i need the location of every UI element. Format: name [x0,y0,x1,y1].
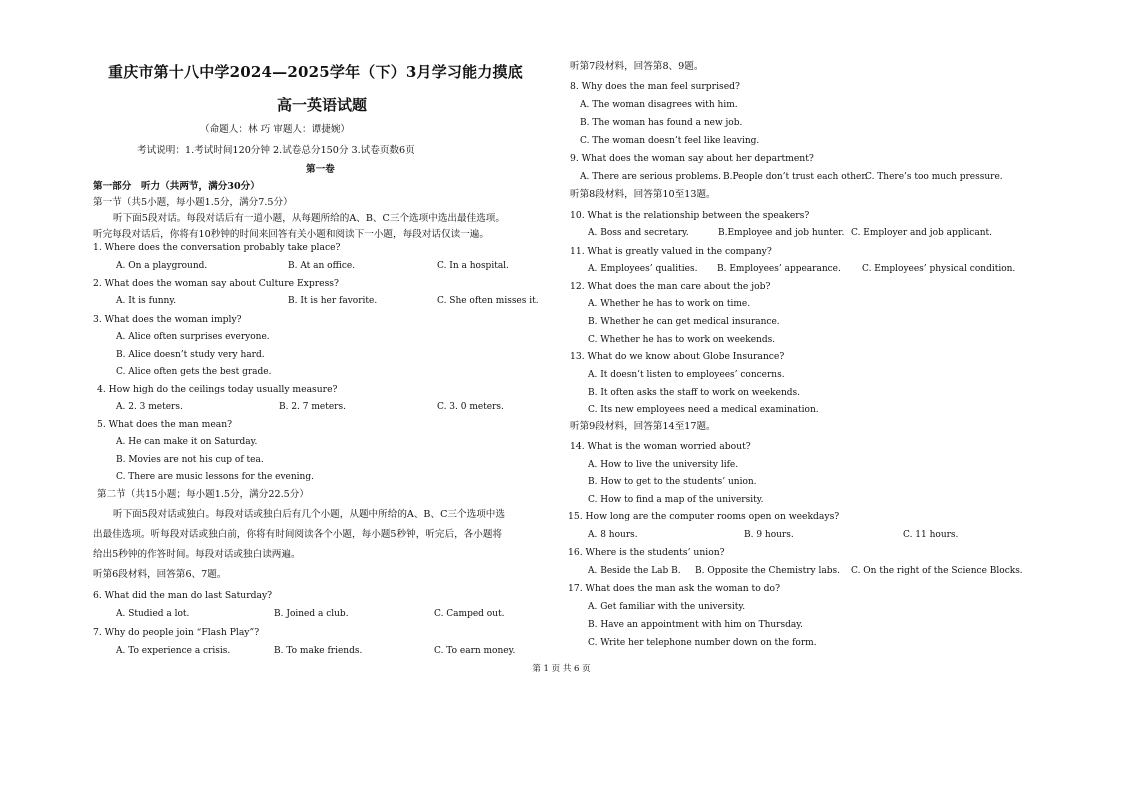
option-a: A. To experience a crisis. [116,646,231,656]
option-b: B. Movies are not his cup of tea. [116,455,264,465]
section2-instructions-1: 听下面5段对话或独白。每段对话或独白后有几个小题，从题中所给的A、B、C三个选项中选 [113,509,505,520]
exam-title: 重庆市第十八中学2024—2025学年（下）3月学习能力摸底 [108,63,523,81]
question-stem: 1. Where does the conversation probably take place? [93,242,341,253]
section1-instructions-1: 听下面5段对话。每段对话后有一道小题，从每题所给的A、B、C三个选项中选出最佳选项。 [113,213,505,224]
option-b: B. How to get to the students’ union. [588,477,757,487]
option-b: B. 9 hours. [744,530,794,540]
option-c: C. 3. 0 meters. [437,402,504,412]
option-b: B. Opposite the Chemistry labs. [695,566,840,576]
option-c: C. There are music lessons for the evening. [116,472,314,482]
authors-line: （命题人：林 巧 审题人：谭捷婉） [200,124,351,135]
question-stem: 7. Why do people join “Flash Play”? [93,627,260,638]
option-a: A. Boss and secretary. [588,228,689,238]
option-a: A. 8 hours. [588,530,638,540]
option-a: A. He can make it on Saturday. [116,437,258,447]
option-a: A. On a playground. [116,261,208,271]
option-c: C. She often misses it. [437,296,539,306]
question-stem: 8. Why does the man feel surprised? [570,81,740,92]
section1-heading: 第一节（共5小题，每小题1.5分，满分7.5分） [93,197,293,208]
option-c: C. How to find a map of the university. [588,495,764,505]
part1-heading: 第一部分 听力（共两节，满分30分） [93,181,260,192]
option-a: A. Get familiar with the university. [588,602,746,612]
section2-instructions-2: 出最佳选项。听每段对话或独白前，你将有时间阅读各个小题，每小题5秒钟，听完后，各小题将 [93,529,503,540]
option-c: C. The woman doesn’t feel like leaving. [580,136,760,146]
material-7-intro: 听第7段材料，回答第8、9题。 [570,61,704,72]
option-a: A. The woman disagrees with him. [580,100,738,110]
exam-subtitle: 高一英语试题 [277,96,368,114]
section1-instructions-2: 听完每段对话后，你将有10秒钟的时间来回答有关小题和阅读下一小题，每段对话仅读一遍。 [93,229,489,240]
option-b: B. At an office. [288,261,356,271]
option-c: C. To earn money. [434,646,516,656]
option-b: B. 2. 7 meters. [279,402,346,412]
option-a: A. There are serious problems. [580,172,721,182]
option-c: C. Whether he has to work on weekends. [588,335,776,345]
page-footer: 第 1 页 共 6 页 [532,664,591,674]
option-b: B. The woman has found a new job. [580,118,743,128]
option-b: B. Have an appointment with him on Thursday. [588,620,803,630]
material-6-intro: 听第6段材料，回答第6、7题。 [93,569,227,580]
option-b: B. Alice doesn’t study very hard. [116,350,265,360]
option-b: B. Whether he can get medical insurance. [588,317,780,327]
option-b: B. Employees’ appearance. [717,264,841,274]
option-c: C. 11 hours. [903,530,959,540]
question-stem: 12. What does the man care about the job? [570,281,771,292]
question-stem: 11. What is greatly valued in the company? [570,246,772,257]
question-stem: 9. What does the woman say about her department? [570,153,814,164]
option-c: C. Employees’ physical condition. [862,264,1016,274]
option-c: C. Camped out. [434,609,505,619]
option-a: A. It doesn’t listen to employees’ concerns. [588,370,785,380]
option-c: C. Write her telephone number down on the form. [588,638,817,648]
option-a: A. Whether he has to work on time. [588,299,751,309]
option-b: B. It often asks the staff to work on weekends. [588,388,800,398]
option-a: A. Employees’ qualities. [588,264,698,274]
option-c: C. Alice often gets the best grade. [116,367,272,377]
volume-label: 第一卷 [306,164,335,175]
question-stem: 3. What does the woman imply? [93,314,242,325]
question-stem: 17. What does the man ask the woman to do? [568,583,781,594]
material-9-intro: 听第9段材料，回答第14至17题。 [570,421,716,432]
option-a: A. 2. 3 meters. [116,402,183,412]
option-a: A. Beside the Lab B. [588,566,681,576]
question-stem: 10. What is the relationship between the speakers? [570,210,810,221]
question-stem: 4. How high do the ceilings today usually measure? [97,384,338,395]
material-8-intro: 听第8段材料，回答第10至13题。 [570,189,716,200]
section2-heading: 第二节（共15小题；每小题1.5分，满分22.5分） [97,489,309,500]
question-stem: 14. What is the woman worried about? [570,441,751,452]
option-a: A. How to live the university life. [588,460,739,470]
option-c: C. Its new employees need a medical examination. [588,405,819,415]
option-c: C. There’s too much pressure. [865,172,1003,182]
question-stem: 5. What does the man mean? [97,419,233,430]
option-b: B. It is her favorite. [288,296,378,306]
instructions-line: 考试说明：1.考试时间120分钟 2.试卷总分150分 3.试卷页数6页 [137,145,415,156]
section2-instructions-3: 给出5秒钟的作答时间。每段对话或独白读两遍。 [93,549,301,560]
option-b: B. To make friends. [274,646,363,656]
option-b: B.People don’t trust each other. [723,172,868,182]
option-b: B. Joined a club. [274,609,349,619]
option-c: C. On the right of the Science Blocks. [851,566,1023,576]
option-a: A. It is funny. [116,296,177,306]
question-stem: 13. What do we know about Globe Insurance? [570,351,785,362]
question-stem: 6. What did the man do last Saturday? [93,590,273,601]
question-stem: 15. How long are the computer rooms open on weekdays? [568,511,840,522]
question-stem: 2. What does the woman say about Culture Express? [93,278,339,289]
option-a: A. Alice often surprises everyone. [116,332,270,342]
option-b: B.Employee and job hunter. [718,228,845,238]
option-c: C. In a hospital. [437,261,509,271]
option-c: C. Employer and job applicant. [851,228,992,238]
option-a: A. Studied a lot. [116,609,190,619]
question-stem: 16. Where is the students’ union? [568,547,725,558]
